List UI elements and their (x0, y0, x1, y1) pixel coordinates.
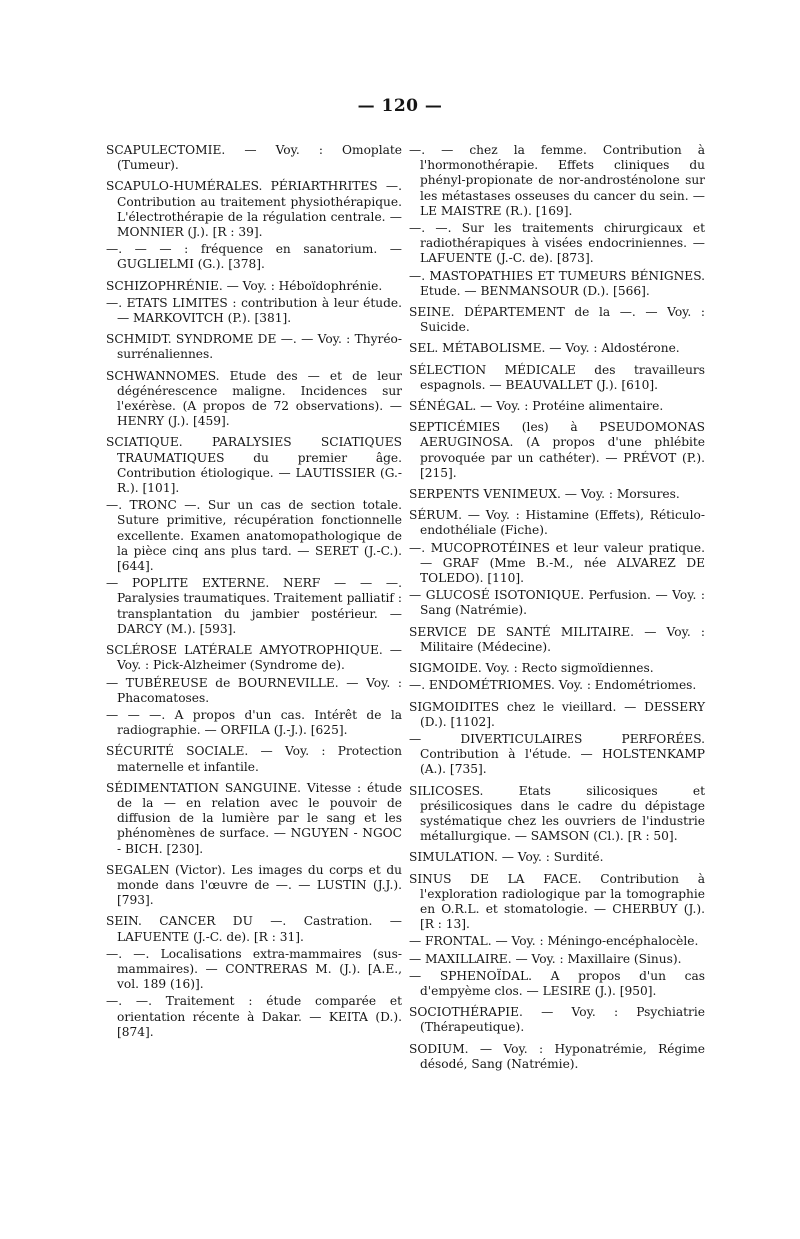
index-entry: —. MUCOPROTÉINES et leur valeur pratique. — GRAF (Mme B.-M., née ALVAREZ DE TOLEDO). [110]. (409, 540, 705, 586)
page-number: — 120 — (357, 96, 443, 116)
index-entry: — TUBÉREUSE de BOURNEVILLE. — Voy. : Phacomatoses. (106, 675, 402, 705)
index-entry: —. TRONC —. Sur un cas de section totale. Suture primitive, récupération fonctionnelle excellente. Examen anatomopathologique de la pièce cinq ans plus tard. — SERET (J.-C.). [644]. (106, 498, 402, 574)
index-entry: —. — chez la femme. Contribution à l'hormonothérapie. Effets cliniques du phényl-propionate de nor-androsténolone sur les métastases osseuses du cancer du sein. — LE MAISTRE (R.). [169]. (409, 143, 705, 218)
index-entry: — FRONTAL. — Voy. : Méningo-encéphalocèle. (409, 934, 699, 949)
index-entry: SILICOSES. Etats silicosiques et présilicosiques dans le cadre du dépistage systématique chez les ouvriers de l'industrie métallurgique. — SAMSON (Cl.). [R : 50]. (409, 783, 705, 844)
index-entry: SODIUM. — Voy. : Hyponatrémie, Régime désodé, Sang (Natrémie). (409, 1041, 705, 1071)
index-entry: SOCIOTHÉRAPIE. — Voy. : Psychiatrie (Thérapeutique). (409, 1005, 705, 1035)
index-entry: — SPHENOÏDAL. A propos d'un cas d'empyème clos. — LESIRE (J.). [950]. (409, 968, 705, 998)
index-entry: SCHIZOPHRÉNIE. — Voy. : Héboïdophrénie. (106, 278, 383, 293)
right-column (409, 143, 705, 1078)
index-entry: SEPTICÉMIES (les) à PSEUDOMONAS AERUGINOSA. (A propos d'une phlébite provoquée par un cathéter). — PRÉVOT (P.). [215]. (409, 420, 705, 480)
index-entry: SEIN. CANCER DU —. Castration. — LAFUENTE (J.-C. de). [R : 31]. (106, 914, 402, 944)
index-entry: SEL. MÉTABOLISME. — Voy. : Aldostérone. (409, 341, 680, 356)
index-entry: SERPENTS VENIMEUX. — Voy. : Morsures. (409, 487, 680, 502)
index-entry: SÉDIMENTATION SANGUINE. Vitesse : étude de la — en relation avec le pouvoir de diffusion de la lumière par le sang et les phénomènes de surface. — NGUYEN - NGOC - BICH. [230]. (106, 780, 402, 856)
index-entry: SCHWANNOMES. Etude des — et de leur dégénérescence maligne. Incidences sur l'exérèse. (A propos de 72 observations). — HENRY (J.). [459]. (106, 368, 402, 429)
index-entry: SCAPULECTOMIE. — Voy. : Omoplate (Tumeur). (106, 143, 402, 173)
index-entry: SCIATIQUE. PARALYSIES SCIATIQUES TRAUMATIQUES du premier âge. Contribution étiologique. — LAUTISSIER (G.-R.). [101]. (106, 435, 402, 496)
index-entry: — — —. A propos d'un cas. Intérêt de la radiographie. — ORFILA (J.-J.). [625]. (106, 707, 402, 738)
index-entry: SIGMOIDITES chez le vieillard. — DESSERY (D.). [1102]. (409, 699, 705, 729)
index-entry: SCAPULO-HUMÉRALES. PÉRIARTHRITES —. Contribution au traitement physiothérapique. L'électrothérapie de la régulation centrale. — MONNIER (J.). [R : 39]. (106, 179, 402, 240)
index-entry: SÉLECTION MÉDICALE des travailleurs espagnols. — BEAUVALLET (J.). [610]. (409, 362, 705, 392)
index-entry: —. MASTOPATHIES ET TUMEURS BÉNIGNES. Etude. — BENMANSOUR (D.). [566]. (409, 268, 705, 298)
index-entry: —. —. Traitement : étude comparée et orientation récente à Dakar. — KEITA (D.). [874]. (106, 994, 402, 1039)
index-entry: — DIVERTICULAIRES PERFORÉES. Contribution à l'étude. — HOLSTENKAMP (A.). [735]. (409, 731, 705, 777)
index-entry: SCHMIDT. SYNDROME DE —. — Voy. : Thyréo-surrénaliennes. (106, 332, 402, 362)
index-entry: —. —. Sur les traitements chirurgicaux et radiothérapiques à visées endocriniennes. — LAFUENTE (J.-C. de). [873]. (409, 221, 705, 266)
index-entry: —. —. Localisations extra-mammaires (sus-mammaires). — CONTRERAS M. (J.). [A.E., vol. 189 (16)]. (106, 946, 402, 992)
index-entry: SERVICE DE SANTÉ MILITAIRE. — Voy. : Militaire (Médecine). (409, 624, 705, 654)
index-entry: — POPLITE EXTERNE. NERF — — —. Paralysies traumatiques. Traitement palliatif : transplantation du jambier postérieur. — DARCY (M.). [593]. (106, 576, 402, 636)
index-entry: SIGMOIDE. Voy. : Recto sigmoïdiennes. (409, 661, 654, 676)
index-entry: SIMULATION. — Voy. : Surdité. (409, 850, 604, 865)
index-entry: SÉRUM. — Voy. : Histamine (Effets), Réticulo-endothéliale (Fiche). (409, 508, 705, 538)
index-entry: SCLÉROSE LATÉRALE AMYOTROPHIQUE. — Voy. : Pick-Alzheimer (Syndrome de). (106, 643, 402, 673)
index-entry: —. ETATS LIMITES : contribution à leur étude. — MARKOVITCH (P.). [381]. (106, 295, 402, 326)
left-column (106, 143, 402, 1046)
index-entry: —. ENDOMÉTRIOMES. Voy. : Endométriomes. (409, 678, 697, 693)
index-entry: — GLUCOSÉ ISOTONIQUE. Perfusion. — Voy. : Sang (Natrémie). (409, 588, 705, 618)
index-entry: —. — — : fréquence en sanatorium. — GUGLIELMI (G.). [378]. (106, 242, 402, 272)
index-entry: — MAXILLAIRE. — Voy. : Maxillaire (Sinus). (409, 951, 682, 966)
index-entry: SEINE. DÉPARTEMENT de la —. — Voy. : Suicide. (409, 305, 705, 335)
index-entry: SÉNÉGAL. — Voy. : Protéine alimentaire. (409, 399, 664, 414)
index-entry: SINUS DE LA FACE. Contribution à l'exploration radiologique par la tomographie en O.R.L. et stomatologie. — CHERBUY (J.). [R : 13]. (409, 871, 705, 932)
index-entry: SÉCURITÉ SOCIALE. — Voy. : Protection maternelle et infantile. (106, 744, 402, 774)
index-entry: SEGALEN (Victor). Les images du corps et du monde dans l'œuvre de —. — LUSTIN (J.J.). [793]. (106, 862, 402, 908)
